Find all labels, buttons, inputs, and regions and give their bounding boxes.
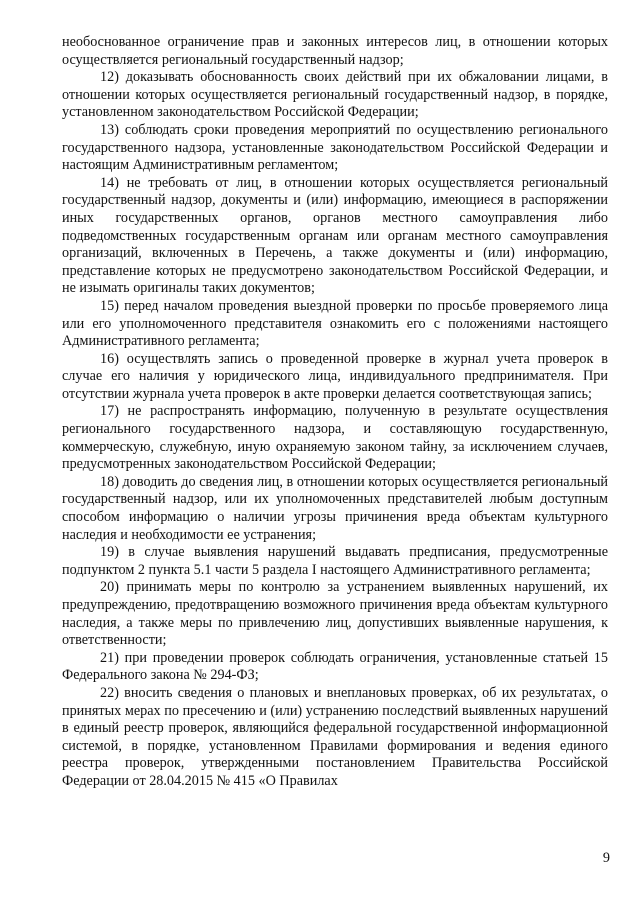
page-number: 9 [602,850,610,866]
paragraph-item-18: 18) доводить до сведения лиц, в отношении которых осуществляется региональный государственный надзор, или их уполномоченных представителей любым доступным способом информацию о наличии угрозы причинения вреда объектам культурного наследия и необходимости ее устранения; [62,473,608,543]
paragraph-item-16: 16) осуществлять запись о проведенной проверке в журнал учета проверок в случае его наличия у юридического лица, индивидуального предпринимателя. При отсутствии журнала учета проверок в акте проверки делается соответствующая запись; [62,350,608,402]
paragraph-item-20: 20) принимать меры по контролю за устранением выявленных нарушений, их предупреждению, предотвращению возможного причинения вреда объектам культурного наследия, а также меры по привлечению лиц, допустивших выявленные нарушения, к ответственности; [62,579,608,649]
paragraph-item-21: 21) при проведении проверок соблюдать ограничения, установленные статьей 15 Федерального закона № 294-ФЗ; [62,649,608,684]
paragraph-continuation: необоснованное ограничение прав и законных интересов лиц, в отношении которых осуществляется региональный государственный надзор; [62,34,608,68]
paragraph-item-22: 22) вносить сведения о плановых и внеплановых проверках, об их результатах, о принятых мерах по пресечению и (или) устранению последствий выявленных нарушений в единый реестр проверок, являющийся федеральной государственной информационной системой, в порядке, установленном Правилами формирования и ведения единого реестра проверок, утвержденными постановлением Правительства Российской Федерации от 28.04.2015 № 415 «О Правилах [62,684,608,789]
paragraph-item-14: 14) не требовать от лиц, в отношении которых осуществляется региональный государственный надзор, документы и (или) информацию, имеющиеся в распоряжении иных государственных органов, органов местного самоуправления либо подведомственных государственным органам или органам местного самоуправления организаций, включенных в Перечень, а также документы и (или) информацию, представление которых не предусмотрено законодательством Российской Федерации, и не изымать оригиналы таких документов; [62,174,608,297]
paragraph-item-17: 17) не распространять информацию, полученную в результате осуществления регионального государственного надзора, и составляющую государственную, коммерческую, служебную, иную охраняемую законом тайну, за исключением случаев, предусмотренных законодательством Российской Федерации; [62,403,608,473]
paragraph-item-12: 12) доказывать обоснованность своих действий при их обжаловании лицами, в отношении которых осуществляется региональный государственный надзор, в порядке, установленном законодательством Российской Федерации; [62,69,608,121]
paragraph-item-13: 13) соблюдать сроки проведения мероприятий по осуществлению регионального государственного надзора, установленные законодательством Российской Федерации и настоящим Административным регламентом; [62,121,608,174]
paragraph-item-15: 15) перед началом проведения выездной проверки по просьбе проверяемого лица или его уполномоченного представителя ознакомить его с положениями настоящего Административного регламента; [62,297,608,350]
document-body [62,34,608,791]
paragraph-item-19: 19) в случае выявления нарушений выдавать предписания, предусмотренные подпунктом 2 пункта 5.1 части 5 раздела I настоящего Административного регламента; [62,544,608,578]
